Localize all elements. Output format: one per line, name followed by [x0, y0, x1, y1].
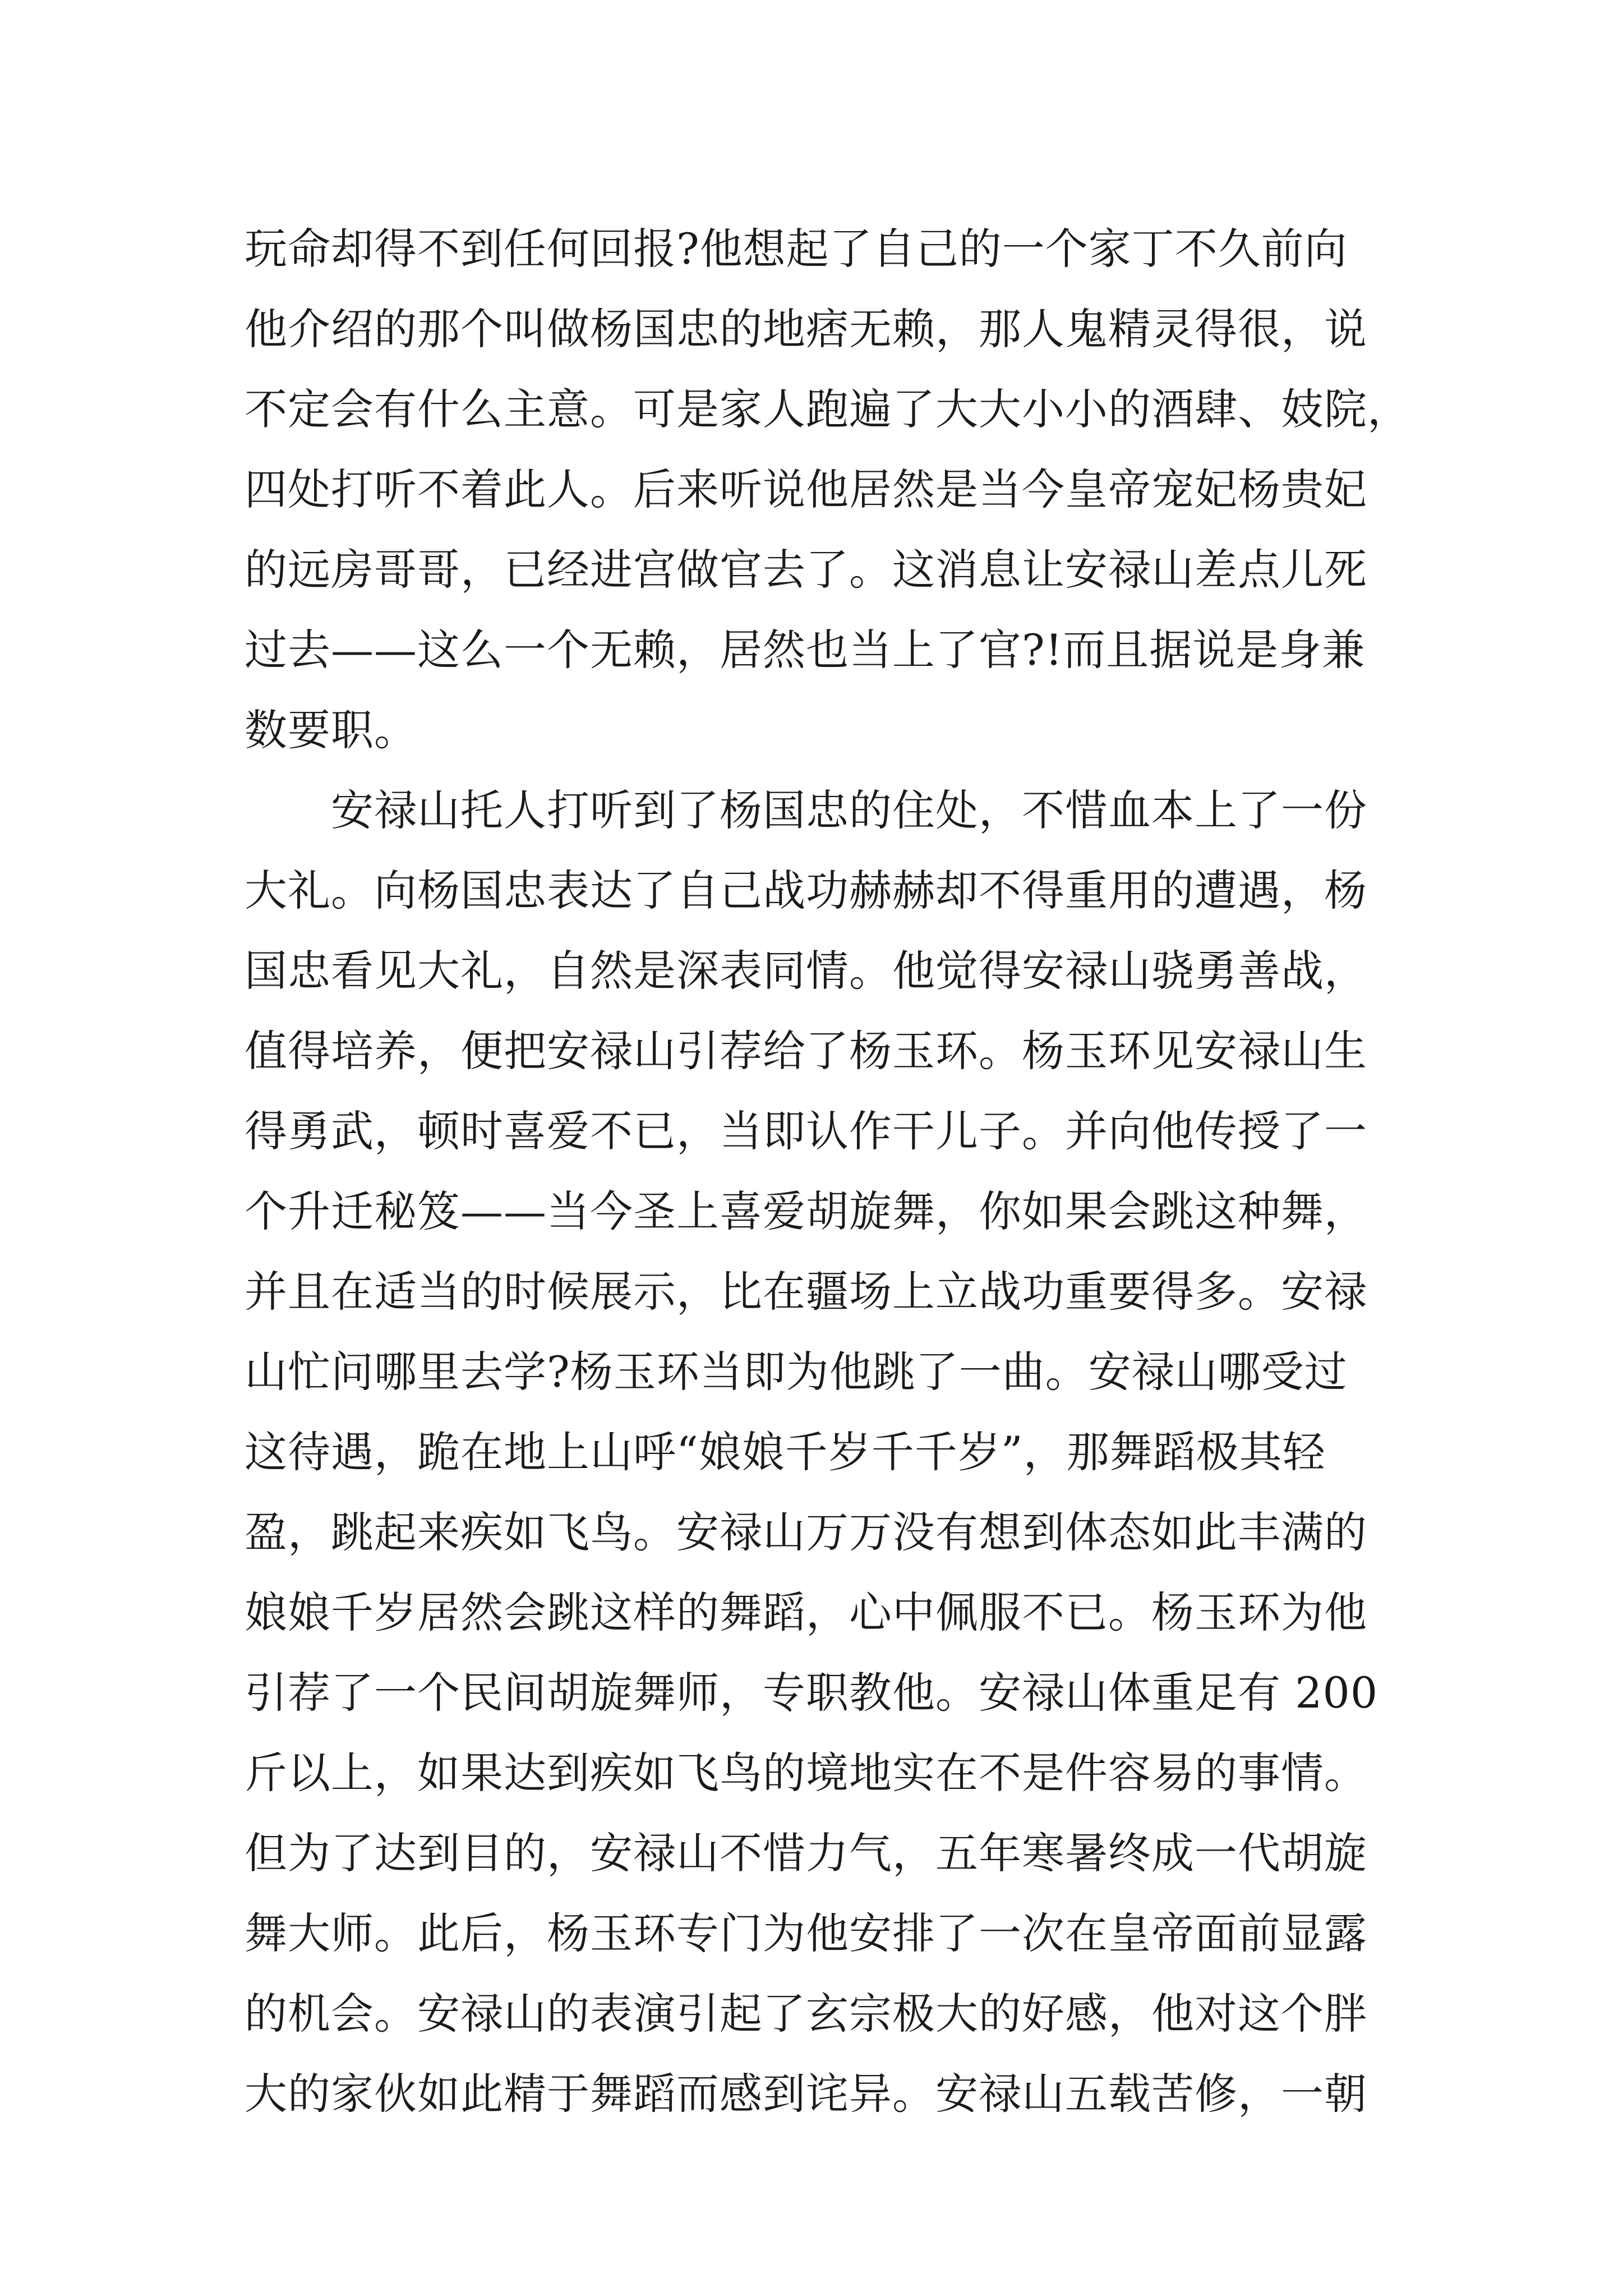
text-line: 四处打听不着此人。后来听说他居然是当今皇帝宠妃杨贵妃 [245, 464, 1367, 514]
text-line: 斤以上，如果达到疾如飞鸟的境地实在不是件容易的事情。 [245, 1748, 1367, 1798]
text-line: 的远房哥哥，已经进宫做官去了。这消息让安禄山差点儿死 [245, 545, 1367, 595]
text-line: 这待遇，跪在地上山呼“娘娘千岁千千岁”，那舞蹈极其轻 [245, 1427, 1326, 1477]
text-line: 盈，跳起来疾如飞鸟。安禄山万万没有想到体态如此丰满的 [245, 1507, 1367, 1557]
text-line: 数要职。 [245, 705, 417, 755]
text-line: 国忠看见大礼，自然是深表同情。他觉得安禄山骁勇善战， [245, 946, 1367, 996]
text-line: 大礼。向杨国忠表达了自己战功赫赫却不得重用的遭遇，杨 [245, 866, 1367, 915]
text-line: 玩命却得不到任何回报?他想起了自己的一个家丁不久前向 [245, 224, 1348, 274]
paragraph-start-line: 安禄山托人打听到了杨国忠的住处，不惜血本上了一份 [245, 785, 1367, 835]
text-line: 的机会。安禄山的表演引起了玄宗极大的好感，他对这个胖 [245, 1989, 1367, 2039]
text-line: 山忙问哪里去学?杨玉环当即为他跳了一曲。安禄山哪受过 [245, 1347, 1348, 1397]
text-line: 娘娘千岁居然会跳这样的舞蹈，心中佩服不已。杨玉环为他 [245, 1588, 1367, 1637]
text-line: 值得培养，便把安禄山引荐给了杨玉环。杨玉环见安禄山生 [245, 1026, 1367, 1076]
text-line: 不定会有什么主意。可是家人跑遍了大大小小的酒肆、妓院， [245, 384, 1410, 434]
text-line: 引荐了一个民间胡旋舞师，专职教他。安禄山体重足有 200 [245, 1668, 1378, 1718]
text-line: 得勇武，顿时喜爱不已，当即认作干儿子。并向他传授了一 [245, 1106, 1367, 1156]
text-line: 过去——这么一个无赖，居然也当上了官?!而且据说是身兼 [245, 625, 1366, 675]
text-line: 他介绍的那个叫做杨国忠的地痞无赖，那人鬼精灵得很，说 [245, 304, 1367, 354]
text-line: 个升迁秘笈——当今圣上喜爱胡旋舞，你如果会跳这种舞， [245, 1186, 1367, 1236]
body-text [245, 209, 1410, 2134]
text-line: 舞大师。此后，杨玉环专门为他安排了一次在皇帝面前显露 [245, 1908, 1367, 1958]
text-line: 但为了达到目的，安禄山不惜力气，五年寒暑终成一代胡旋 [245, 1828, 1367, 1878]
text-line: 并且在适当的时候展示，比在疆场上立战功重要得多。安禄 [245, 1267, 1367, 1317]
text-line: 大的家伙如此精于舞蹈而感到诧异。安禄山五载苦修，一朝 [245, 2069, 1367, 2119]
